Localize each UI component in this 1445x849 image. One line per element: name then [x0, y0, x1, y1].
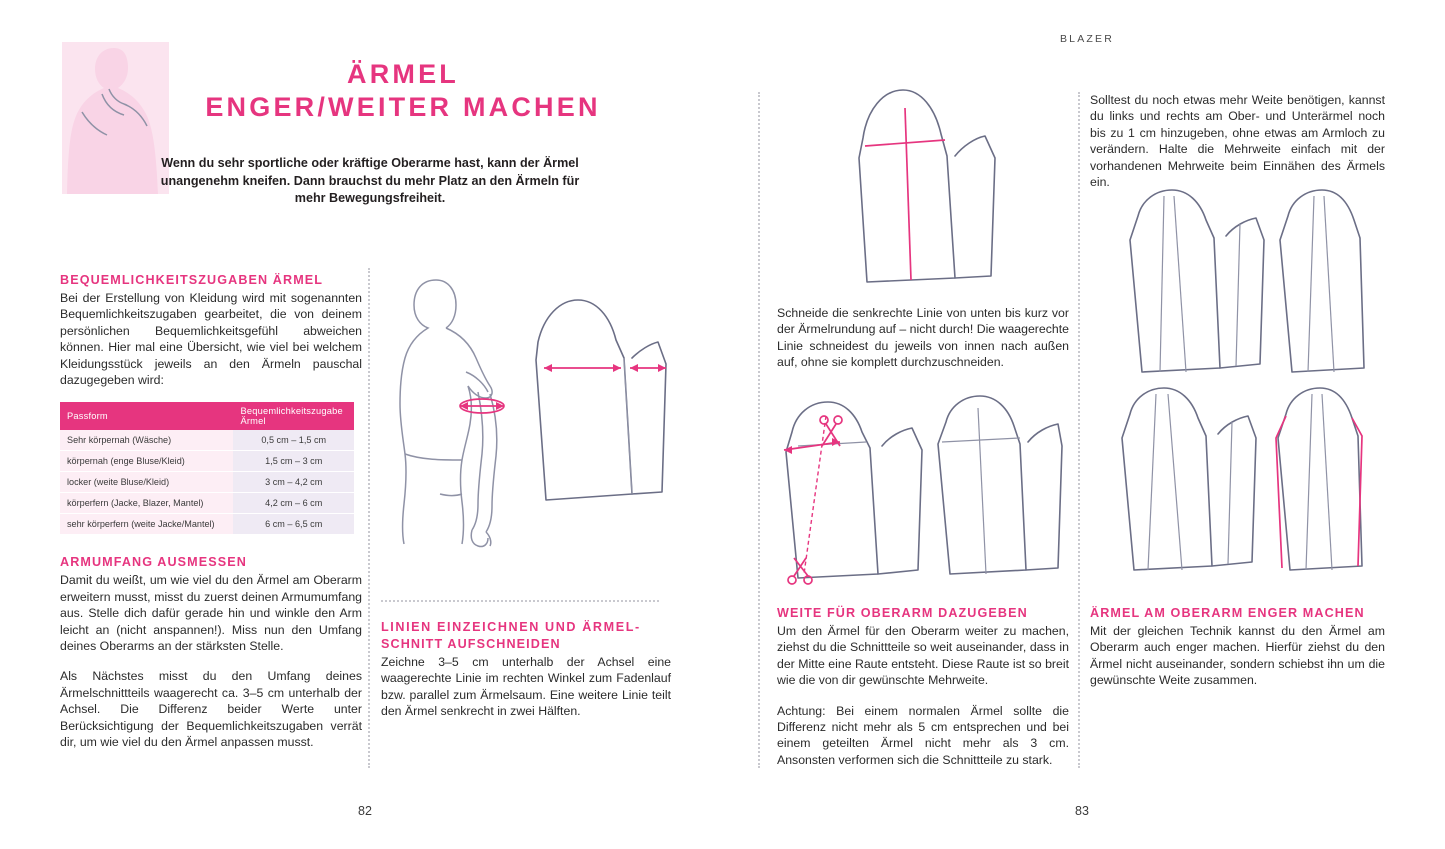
table-cell-allowance: 0,5 cm – 1,5 cm: [233, 430, 354, 451]
table-row: [60, 451, 354, 472]
sleeve-width-arrows: [544, 364, 666, 372]
column-ease: [60, 273, 362, 751]
column-lines: [381, 620, 671, 720]
sleeve-under-piece-cut: [878, 428, 922, 574]
torso-icon: [62, 42, 169, 194]
sleeve-pair-right: [938, 396, 1062, 574]
figure-sleeve-cut-open: [770, 398, 1060, 588]
text-widen-p1: Um den Ärmel für den Oberarm weiter zu machen, ziehst du die Schnittteile so weit auseinander, dass in der Mitte eine Raute entsteht. Diese Raute ist so breit wie die von dir gewünschte Mehrweite.: [777, 624, 1069, 688]
column-narrow: [1090, 606, 1385, 689]
body-sleeve-diagram: [378, 272, 668, 572]
arm-measure-indicator: [460, 399, 504, 413]
page-title-line1: ÄRMEL: [347, 59, 459, 89]
cut-lines: [865, 108, 945, 280]
sleeve-widened-pair: [1280, 190, 1364, 372]
column-divider-3: [1078, 92, 1080, 768]
table-cell-allowance: 3 cm – 4,2 cm: [233, 472, 354, 493]
text-widen-p2: Achtung: Bei einem normalen Ärmel sollte die Differenz nicht mehr als 5 cm entsprechen und bei einem geteilten Ärmel nicht mehr als 3 cm. Ansonsten verformen sich die Schnittteile zu stark.: [777, 703, 1069, 767]
table-header-allowance: Bequemlichkeitszugabe Ärmel: [233, 402, 354, 430]
text-ease-p1: Bei der Erstellung von Kleidung wird mit sogenannten Bequemlichkeitszugaben gearbeitet, die von deinem persönlichen Bequemlichkeitsgefühl abweichen können. Hier mal eine Übersicht, wie viel bei welchem Kleidungsstück jeweils an den Ärmeln pauschal dazugegeben wird:: [60, 291, 362, 388]
torso-illustration-badge: [62, 42, 169, 194]
ease-allowance-table: [60, 402, 354, 535]
heading-lines-l1: LINIEN EINZEICHNEN UND ÄRMEL-: [381, 620, 641, 634]
heading-ease: BEQUEMLICHKEITSZUGABEN ÄRMEL: [60, 273, 324, 287]
running-head: BLAZER: [1059, 33, 1114, 45]
cut-guide-lines: [784, 416, 840, 574]
column-extra: [1090, 92, 1385, 190]
intro-paragraph: Wenn du sehr sportliche oder kräftige Oberarme hast, kann der Ärmel unangenehm kneifen. Dann brauchst du mehr Platz an den Ärmeln für mehr Bewegungsfreiheit.: [160, 156, 580, 205]
sleeve-narrowed-diagram: [1100, 390, 1370, 580]
page-number-left: 82: [358, 804, 372, 818]
sleeve-narrowed-right: [1276, 388, 1362, 570]
column-widen: [777, 606, 1069, 768]
sleeve-widened-diagram: [1108, 190, 1358, 380]
sleeve-upper-piece-cut: [786, 402, 878, 578]
table-cell-fit: locker (weite Bluse/Kleid): [60, 472, 233, 493]
sleeve-marked-diagram: [845, 78, 1035, 288]
heading-lines-l2: SCHNITT AUFSCHNEIDEN: [381, 637, 561, 651]
page-number-right: 83: [1075, 804, 1089, 818]
figure-sleeve-narrowed: [1100, 390, 1370, 580]
text-extra-p1: Solltest du noch etwas mehr Weite benötigen, kannst du links und rechts am Ober- und Unterärmel noch bis zu 1 cm hinzugeben, ohne etwas am Armloch zu verändern. Halte die Mehrweite einfach mit der vorhandenen Mehrweite beim Einnähen des Ärmels ein.: [1090, 93, 1385, 190]
sleeve-narrowed-left: [1122, 388, 1212, 570]
scissors-icon-bottom: [788, 558, 812, 584]
sleeve-pattern-piece: [536, 300, 666, 500]
table-row: [60, 514, 354, 535]
sleeve-under-piece: [955, 136, 995, 278]
heading-arm-measure: ARMUMFANG AUSMESSEN: [60, 555, 247, 570]
figure-body-and-sleeve: [378, 272, 668, 572]
table-cell-allowance: 4,2 cm – 6 cm: [233, 493, 354, 514]
page-title-line2: ENGER/WEITER MACHEN: [205, 92, 601, 122]
table-cell-fit: körpernah (enge Bluse/Kleid): [60, 451, 233, 472]
column-divider-1: [368, 268, 370, 768]
text-arm-measure-p2: Als Nächstes misst du den Umfang deines Ärmelschnittteils waagerecht ca. 3–5 cm unterhalb der Achsel. Die Differenz beider Werte unter Berücksichtigung der Bequemlichkeitszugaben verrät dir, um wie viel du den Ärmel anpassen musst.: [60, 669, 362, 750]
table-cell-fit: Sehr körpernah (Wäsche): [60, 430, 233, 451]
figure-sleeve-widened: [1108, 190, 1358, 380]
table-cell-fit: sehr körperfern (weite Jacke/Mantel): [60, 514, 233, 535]
table-row: [60, 430, 354, 451]
heading-narrow: ÄRMEL AM OBERARM ENGER MACHEN: [1090, 606, 1365, 620]
table-header-row: [60, 402, 354, 430]
text-narrow-p1: Mit der gleichen Technik kannst du den Ärmel am Oberarm auch enger machen. Hierfür ziehst du den Ärmel nicht auseinander, sondern schiebst ihn um die gewünschte Weite zusammen.: [1090, 624, 1385, 688]
sleeve-narrowed-under: [1212, 416, 1256, 566]
text-arm-measure-p1: Damit du weißt, um wie viel du den Ärmel am Oberarm erweitern musst, misst du zuerst deinen Armumumfang aus. Stelle dich dafür gerade hin und winkle den Arm leicht an (nicht anspannen!). Miss nun den Umfang deines Oberarms an der stärksten Stelle.: [60, 573, 362, 654]
heading-widen: WEITE FÜR OBERARM DAZUGEBEN: [777, 606, 1028, 620]
table-cell-fit: körperfern (Jacke, Blazer, Mantel): [60, 493, 233, 514]
page-title: [168, 58, 638, 124]
sleeve-widened-under: [1220, 218, 1264, 368]
table-row: [60, 493, 354, 514]
sleeve-widened-upper: [1130, 190, 1220, 372]
table-cell-allowance: 1,5 cm – 3 cm: [233, 451, 354, 472]
text-lines-p1: Zeichne 3–5 cm unterhalb der Achsel eine waagerechte Linie im rechten Winkel zum Fadenlauf bzw. parallel zum Ärmelsaum. Eine weitere Linie teilt den Ärmel senkrecht in zwei Hälften.: [381, 655, 671, 719]
column-cut: [777, 305, 1069, 371]
sleeve-cut-diagram: [770, 398, 1060, 588]
figure-sleeve-marked: [845, 78, 1035, 288]
table-cell-allowance: 6 cm – 6,5 cm: [233, 514, 354, 535]
table-header-passform: Passform: [60, 402, 233, 430]
column-divider-2: [758, 92, 760, 768]
table-row: [60, 472, 354, 493]
text-cut-p1: Schneide die senkrechte Linie von unten bis kurz vor der Ärmelrundung auf – nicht durch! Die waagerechte Linie schneidest du jeweils von innen nach außen auf, ohne sie komplett durchzuschneiden.: [777, 306, 1069, 370]
section-divider-1: [381, 600, 659, 602]
